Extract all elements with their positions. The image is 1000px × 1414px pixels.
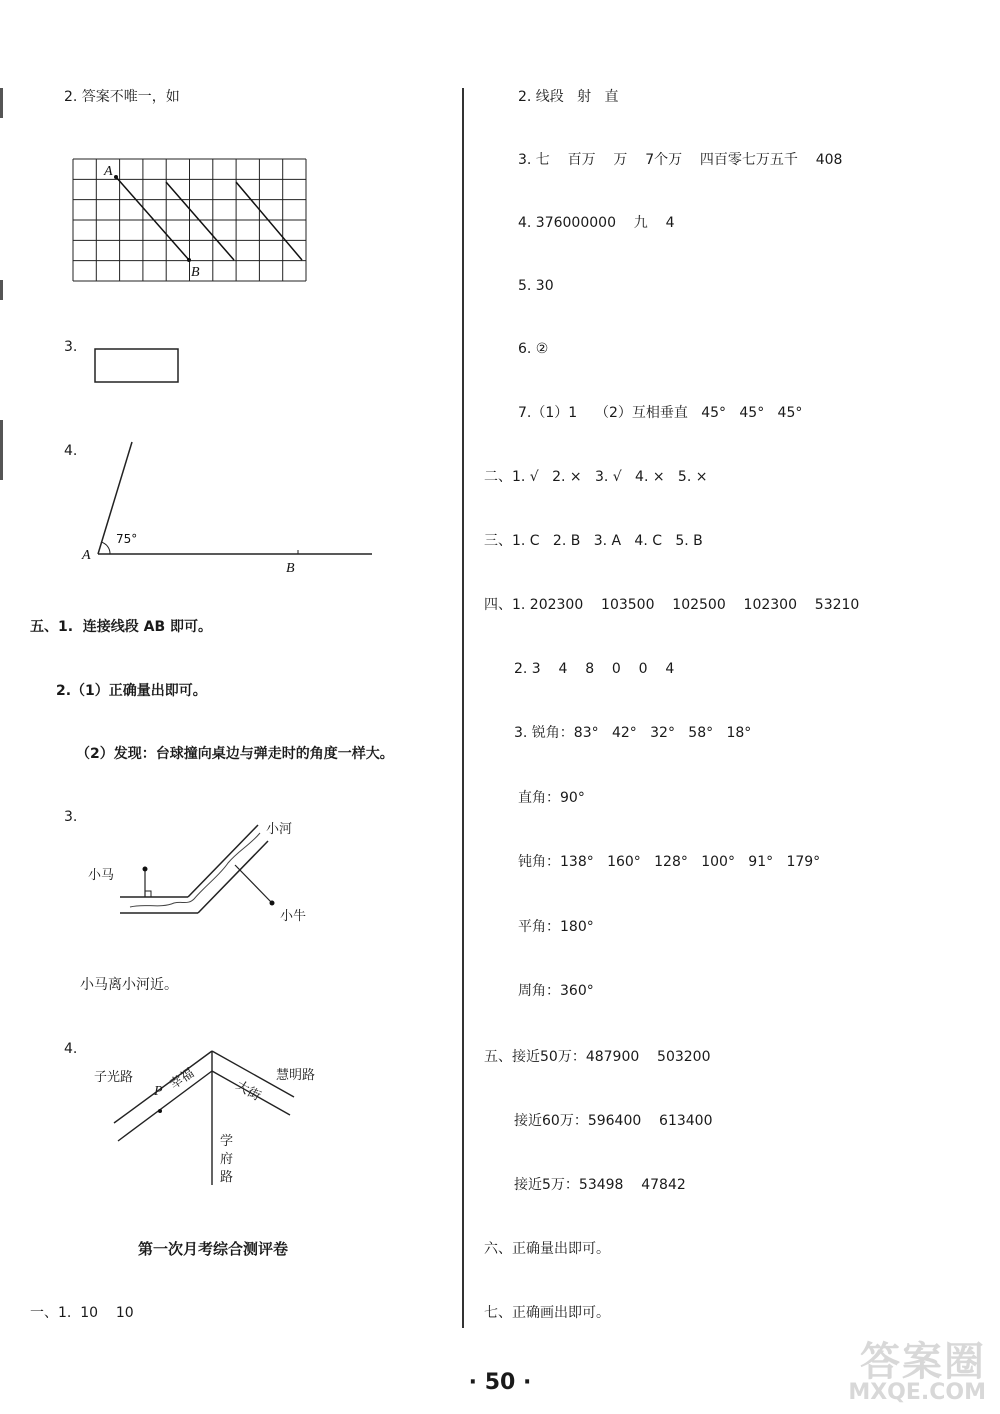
road-dajie: 大街 (232, 1078, 264, 1105)
obtuse-angle-line: 钝角：138° 160° 128° 100° 91° 179° (518, 854, 821, 870)
angle-vertex-a: A (82, 548, 91, 563)
section-5-near-5w: 接近5万：53498 47842 (514, 1177, 686, 1193)
right-angle-line: 直角：90° (518, 790, 585, 806)
section-5-q3: 3. (64, 809, 78, 825)
road-ziguang: 子光路 (94, 1070, 134, 1085)
parallel-line (236, 182, 302, 260)
watermark-url: MXQE.COM (848, 1380, 986, 1405)
section-5-q4: 4. (64, 1041, 78, 1057)
section-5-q2-part2: （2）发现：台球撞向桌边与弹走时的角度一样大。 (76, 746, 394, 762)
watermark-main: 答案圈 (860, 1339, 986, 1385)
edge-mark (0, 88, 3, 118)
road-xuefu-2: 府 (220, 1152, 234, 1167)
label-river: 小河 (266, 822, 293, 837)
section-4-q1: 四、1. 202300 103500 102500 102300 53210 (484, 597, 860, 613)
edge-mark (0, 420, 3, 480)
section-5-q1: 五、1. 连接线段 AB 即可。 (30, 619, 213, 635)
answer-q3: 3. (64, 339, 78, 355)
right-q6: 6. ② (518, 341, 549, 357)
column-divider (462, 88, 464, 1328)
label-a: A (104, 164, 113, 179)
road-xuefu-3: 路 (220, 1170, 234, 1185)
segment-ab (116, 177, 189, 260)
rectangle-figure (94, 348, 180, 384)
right-q2: 2. 线段 射 直 (518, 89, 619, 105)
point-b (187, 258, 191, 262)
section-3: 三、1. C 2. B 3. A 4. C 5. B (484, 533, 703, 549)
section-4-q2: 2. 3 4 8 0 0 4 (514, 661, 675, 677)
page-number: · 50 · (468, 1370, 532, 1395)
road-xuefu-1: 学 (220, 1134, 234, 1149)
part-1-q1: 一、1. 10 10 (30, 1305, 134, 1321)
angle-figure (80, 440, 380, 580)
angle-degree: 75° (116, 532, 138, 546)
section-2: 二、1. √ 2. × 3. √ 4. × 5. × (484, 469, 708, 485)
conclusion-text: 小马离小河近。 (80, 977, 178, 993)
section-4-q3: 3. 锐角：83° 42° 32° 58° 18° (514, 725, 752, 741)
answer-q4: 4. (64, 443, 78, 459)
section-title: 第一次月考综合测评卷 (138, 1240, 289, 1258)
section-7: 七、正确画出即可。 (484, 1305, 610, 1321)
round-angle-line: 周角：360° (518, 983, 594, 999)
section-5-near-50w: 五、接近50万：487900 503200 (484, 1049, 711, 1065)
right-q3: 3. 七 百万 万 7个万 四百零七万五千 408 (518, 152, 843, 168)
section-5-q2-part1: 2.（1）正确量出即可。 (56, 683, 207, 699)
watermark (836, 1330, 986, 1408)
right-q4: 4. 376000000 九 4 (518, 215, 675, 231)
label-b: B (191, 265, 200, 280)
section-5-near-60w: 接近60万：596400 613400 (514, 1113, 713, 1129)
right-q7: 7.（1）1 （2）互相垂直 45° 45° 45° (518, 405, 803, 421)
point-a (114, 175, 118, 179)
road-huiming: 慧明路 (276, 1068, 316, 1083)
answer-q2: 2. 答案不唯一，如 (64, 89, 180, 105)
straight-angle-line: 平角：180° (518, 919, 594, 935)
label-cow: 小牛 (280, 909, 307, 924)
road-diagram (110, 1045, 300, 1195)
road-xingfu: 幸福 (167, 1065, 198, 1093)
grid-diagram (72, 158, 307, 282)
section-6: 六、正确量出即可。 (484, 1241, 610, 1257)
point-p-label: P (154, 1084, 163, 1099)
right-q5: 5. 30 (518, 278, 554, 294)
parallel-line (166, 182, 234, 260)
angle-point-b: B (286, 561, 295, 576)
label-horse: 小马 (88, 868, 115, 883)
edge-mark (0, 280, 3, 300)
